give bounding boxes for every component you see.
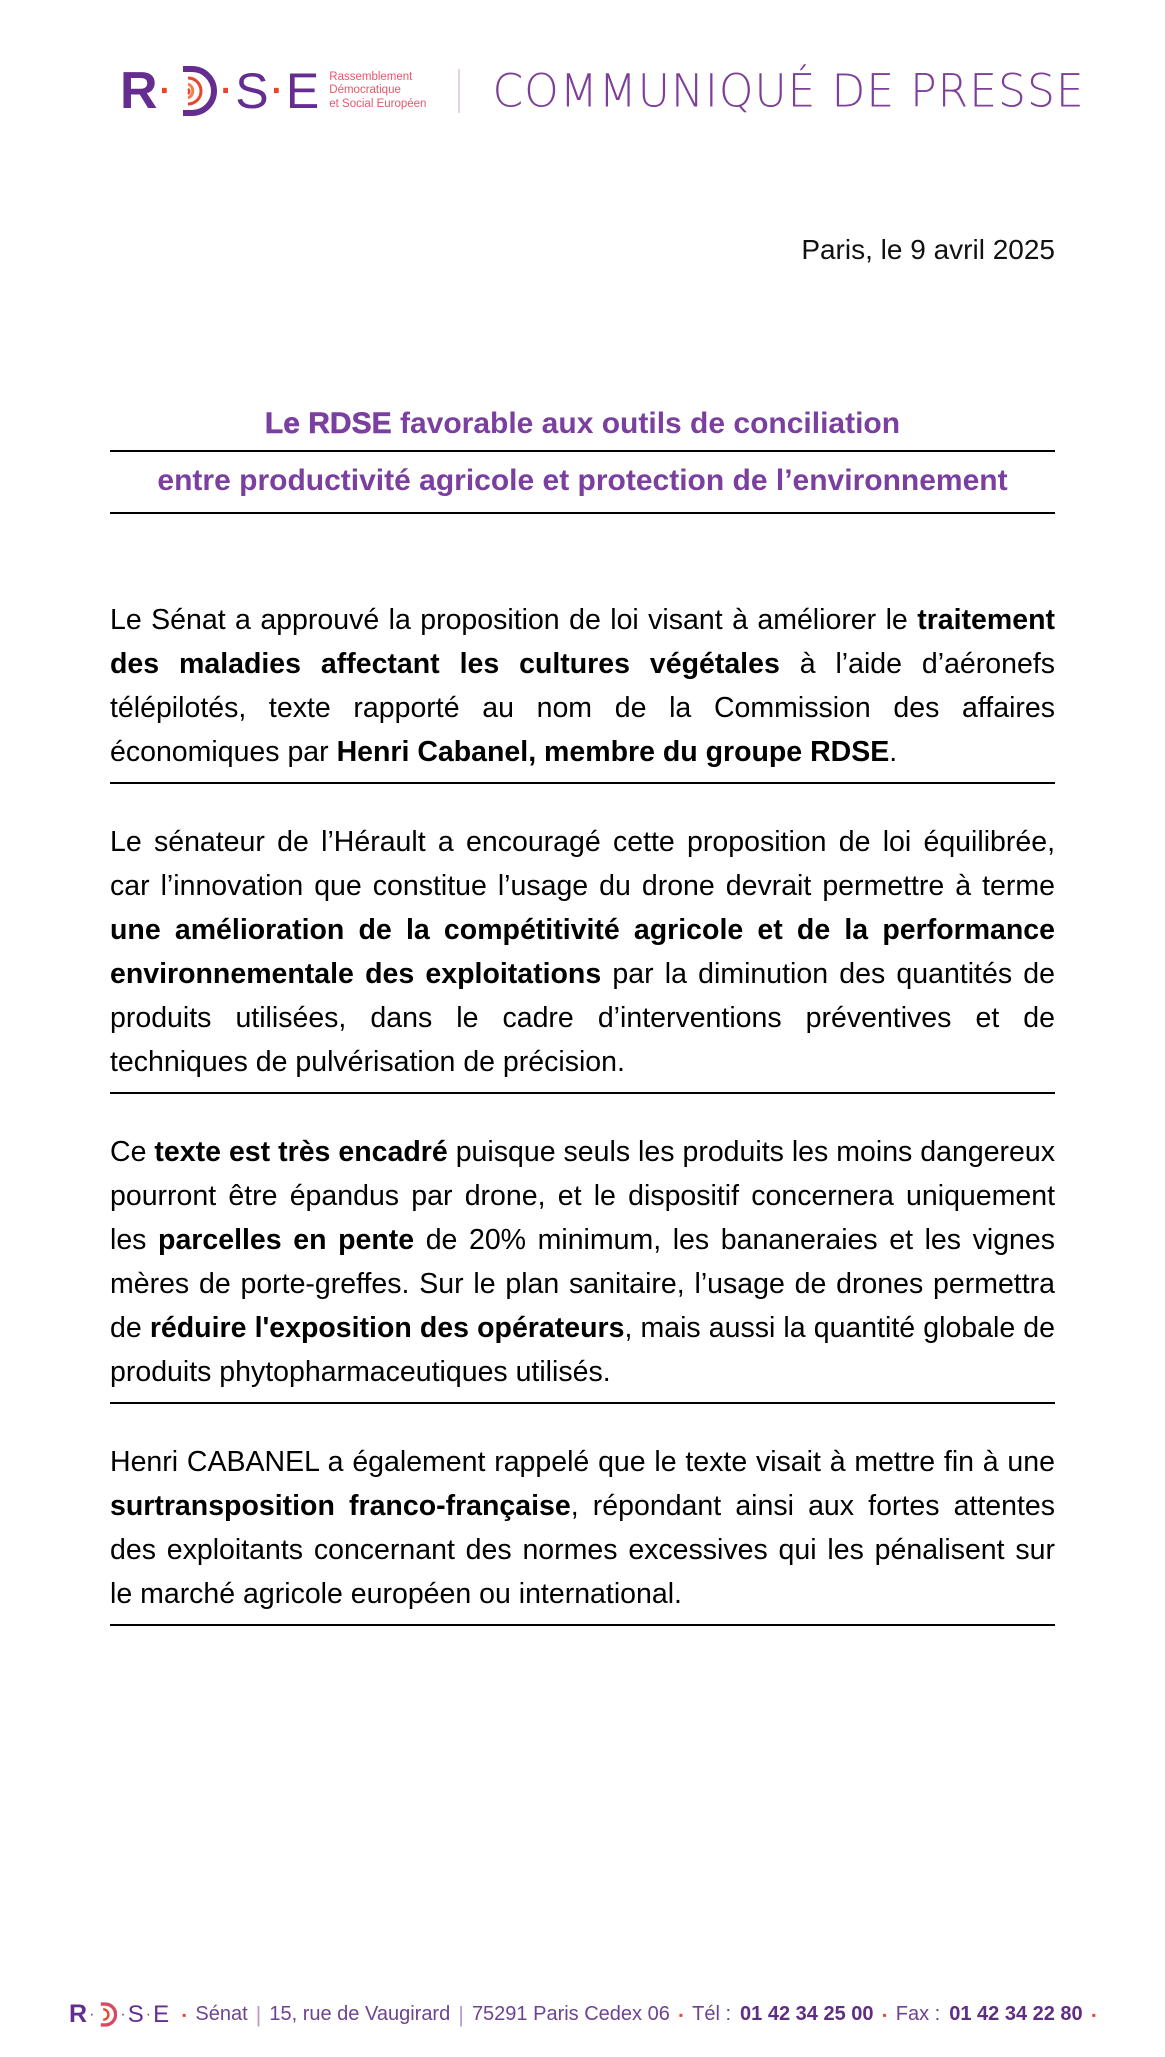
date-line: Paris, le 9 avril 2025 <box>801 234 1055 265</box>
footer-text: 15, rue de Vaugirard <box>269 2003 451 2025</box>
footer-logo-letter-d-icon <box>96 2002 118 2027</box>
body-paragraph <box>110 1130 1055 1404</box>
tagline-line: Rassemblement <box>329 70 413 83</box>
rdse-logo <box>120 61 426 121</box>
logo-dot: · <box>220 72 233 110</box>
footer-logo-letter-e: E <box>153 2000 170 2028</box>
page-footer <box>0 2000 1165 2029</box>
tagline-line: Démocratique <box>329 84 401 97</box>
logo-dot: · <box>159 72 171 110</box>
logo-tagline <box>329 71 426 112</box>
logo-dot: · <box>271 72 283 110</box>
text-segment: , répondant ainsi aux fortes attentes des exploitants concernant des normes excessives qui les pénalisent sur le marché agricole européen ou international. <box>110 1490 1055 1610</box>
footer-phone-number: 01 42 34 25 00 <box>740 2003 874 2025</box>
footer-logo-dot: · <box>120 2005 126 2023</box>
footer-logo-dot: · <box>89 2005 95 2023</box>
header-divider <box>458 69 460 113</box>
text-segment: surtransposition franco-française <box>110 1490 571 1522</box>
separator-bar: | <box>255 2001 262 2027</box>
footer-rdse-logo <box>69 2000 169 2029</box>
text-segment: , mais aussi la quantité globale de produits phytopharmaceutiques utilisés. <box>110 1312 1055 1388</box>
logo-letter-s: S <box>235 63 269 119</box>
text-segment: Ce <box>110 1136 155 1168</box>
bullet-square-icon: ▪ <box>1091 2007 1096 2022</box>
footer-contact-info <box>182 2002 1096 2028</box>
text-segment: à l’aide d’aéronefs télépilotés, texte rapporté au nom de la Commission des affaires économiques par <box>110 648 1055 768</box>
bullet-square-icon: ▪ <box>678 2007 684 2022</box>
title-line-1 <box>110 404 1055 452</box>
footer-logo-letter-r: R <box>69 2000 88 2028</box>
footer-logo-dot: · <box>145 2005 152 2023</box>
text-segment: texte est très encadré <box>154 1136 448 1168</box>
body-paragraph <box>110 820 1055 1094</box>
text-segment: une amélioration de la compétitivité agricole et de la performance environnementale des exploitations <box>110 914 1055 990</box>
title-strong: Le RDSE <box>264 407 392 440</box>
footer-logo-letter-s: S <box>127 2000 144 2028</box>
text-segment: Henri CABANEL a également rappelé que le texte visait à mettre fin à une <box>110 1446 1055 1478</box>
text-segment: parcelles en pente <box>158 1224 415 1256</box>
body-paragraphs <box>110 598 1055 1626</box>
text-segment: réduire l'exposition des opérateurs <box>149 1312 625 1344</box>
masthead-title: COMMUNIQUÉ DE PRESSE <box>492 64 1085 118</box>
tagline-line: et Social Européen <box>329 97 427 110</box>
press-release-page <box>0 60 1165 2057</box>
logo-letter-r: R <box>120 62 157 120</box>
title-line-2: entre productivité agricole et protection de l’environnement <box>110 452 1055 514</box>
press-title <box>110 404 1055 514</box>
separator-bar: | <box>458 2001 464 2027</box>
logo-letter-e: E <box>285 63 320 119</box>
body-paragraph <box>110 1440 1055 1626</box>
footer-text: Fax : <box>895 2003 941 2025</box>
text-segment: puisque seuls les produits les moins dangereux pourront être épandus par drone, et le dispositif concernera uniquement les <box>110 1136 1055 1256</box>
footer-text: 75291 Paris Cedex 06 <box>471 2003 670 2025</box>
page-header <box>120 60 1165 122</box>
text-segment: Le Sénat a approuvé la proposition de loi visant à améliorer le <box>110 604 918 636</box>
footer-text: Tél : <box>692 2003 732 2025</box>
logo-letter-d-icon <box>174 65 218 117</box>
bullet-square-icon: ▪ <box>182 2007 187 2022</box>
text-segment: par la diminution des quantités de produits utilisées, dans le cadre d’interventions préventives et de techniques de pulvérisation de précision. <box>110 958 1055 1078</box>
bullet-square-icon: ▪ <box>882 2007 887 2022</box>
title-rest: favorable aux outils de conciliation <box>391 407 901 440</box>
footer-phone-number: 01 42 34 22 80 <box>949 2003 1083 2025</box>
footer-text: Sénat <box>195 2003 248 2025</box>
text-segment: Henri Cabanel, membre du groupe RDSE <box>336 736 890 768</box>
text-segment: de 20% minimum, les bananeraies et les vignes mères de porte-greffes. Sur le plan sanitaire, l’usage de drones permettra de <box>110 1224 1055 1344</box>
text-segment: Le sénateur de l’Hérault a encouragé cette proposition de loi équilibrée, car l’innovation que constitue l’usage du drone devrait permettre à terme <box>110 826 1055 902</box>
text-segment: . <box>889 736 898 768</box>
text-segment: traitement des maladies affectant les cultures végétales <box>110 604 1055 680</box>
body-paragraph <box>110 598 1055 784</box>
